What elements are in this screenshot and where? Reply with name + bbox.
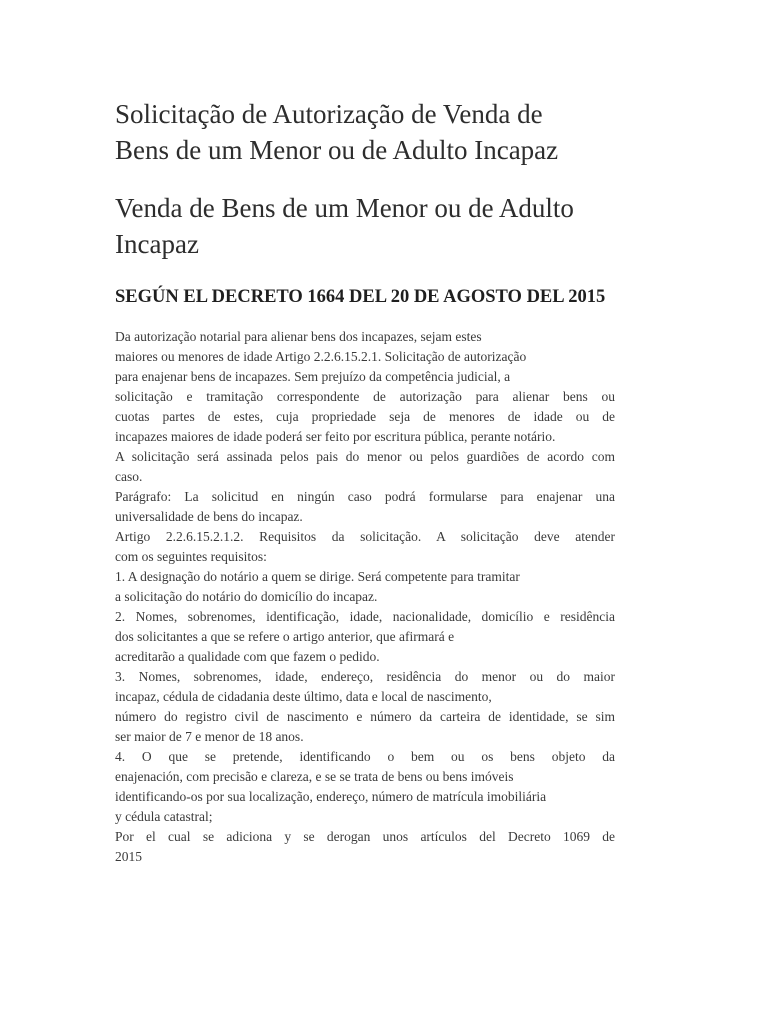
body-line: enajenación, com precisão e clareza, e se se trata de bens ou bens imóveis (115, 769, 514, 784)
decree-heading: SEGÚN EL DECRETO 1664 DEL 20 DE AGOSTO DEL 2015 (115, 287, 606, 307)
body-line: acreditarão a qualidade com que fazem o pedido. (115, 649, 380, 664)
document-subtitle-line-2: Incapaz (115, 229, 199, 259)
body-line: Artigo 2.2.6.15.2.1.2. Requisitos da solicitação. A solicitação deve atender (115, 529, 615, 544)
body-line: Da autorização notarial para alienar bens dos incapazes, sejam estes (115, 329, 482, 344)
body-line: y cédula catastral; (115, 809, 213, 824)
document-title-line-1: Solicitação de Autorização de Venda de (115, 99, 543, 129)
body-line: número do registro civil de nascimento e número da carteira de identidade, se sim (115, 709, 615, 724)
body-line: Parágrafo: La solicitud en ningún caso podrá formularse para enajenar una (115, 489, 615, 504)
body-line: ser maior de 7 e menor de 18 anos. (115, 729, 304, 744)
body-line: cuotas partes de estes, cuja propriedade seja de menores de idade ou de (115, 409, 615, 424)
document-title-line-2: Bens de um Menor ou de Adulto Incapaz (115, 135, 559, 165)
body-line: Por el cual se adiciona y se derogan unos artículos del Decreto 1069 de (115, 829, 615, 844)
body-line: solicitação e tramitação correspondente de autorização para alienar bens ou (115, 389, 615, 404)
body-line: com os seguintes requisitos: (115, 549, 267, 564)
body-line: 4. O que se pretende, identificando o bem ou os bens objeto da (115, 749, 615, 764)
body-line: A solicitação será assinada pelos pais do menor ou pelos guardiões de acordo com (115, 449, 615, 464)
document-subtitle-line-1: Venda de Bens de um Menor ou de Adulto (115, 193, 574, 223)
body-line: universalidade de bens do incapaz. (115, 509, 303, 524)
body-line: 2015 (115, 849, 142, 864)
body-line: 2. Nomes, sobrenomes, identificação, idade, nacionalidade, domicílio e residência (115, 609, 615, 624)
body-line: incapaz, cédula de cidadania deste último, data e local de nascimento, (115, 689, 492, 704)
body-line: 1. A designação do notário a quem se dirige. Será competente para tramitar (115, 569, 520, 584)
body-line: caso. (115, 469, 143, 484)
body-line: para enajenar bens de incapazes. Sem prejuízo da competência judicial, a (115, 369, 511, 384)
body-line: maiores ou menores de idade Artigo 2.2.6.15.2.1. Solicitação de autorização (115, 349, 527, 364)
body-line: identificando-os por sua localização, endereço, número de matrícula imobiliária (115, 789, 547, 804)
body-line: a solicitação do notário do domicílio do incapaz. (115, 589, 378, 604)
body-line: dos solicitantes a que se refere o artigo anterior, que afirmará e (115, 629, 455, 644)
body-text (115, 327, 615, 867)
body-line: 3. Nomes, sobrenomes, idade, endereço, residência do menor ou do maior (115, 669, 615, 684)
body-line: incapazes maiores de idade poderá ser feito por escritura pública, perante notário. (115, 429, 556, 444)
document-subtitle (115, 190, 655, 262)
document-title (115, 96, 655, 168)
